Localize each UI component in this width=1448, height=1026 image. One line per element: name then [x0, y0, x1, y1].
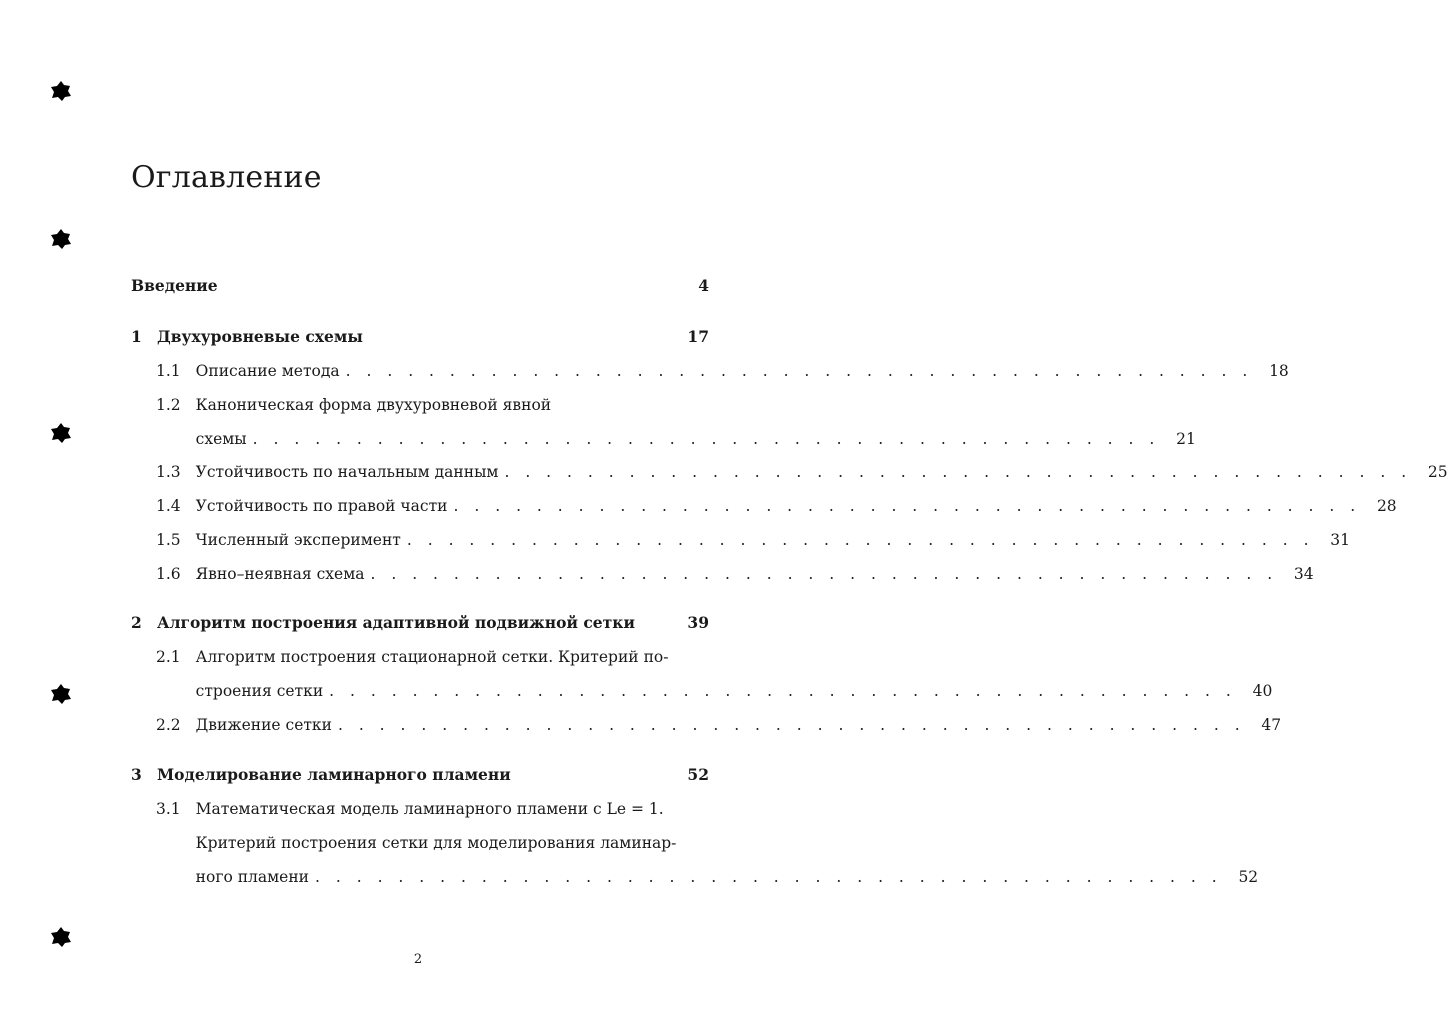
- page-title: Оглавление: [131, 160, 322, 195]
- page-number: 2: [413, 952, 423, 967]
- punch-hole-mark: [50, 422, 72, 444]
- toc-section-2-1[interactable]: [131, 647, 1273, 701]
- chapter-number: 3: [131, 765, 142, 784]
- chapter-title: Двухуровневые схемы: [157, 327, 363, 346]
- section-number: 1.3: [156, 463, 181, 481]
- dot-leader: . . . . . . . . . . . . . . . . . . . . . . . . . . . . . . . . . . . . . . . . . . . .: [370, 565, 1278, 583]
- section-page: 31: [1330, 531, 1351, 549]
- section-page: 18: [1269, 362, 1289, 380]
- toc-chapter-2[interactable]: [131, 613, 709, 633]
- section-title-line: Алгоритм построения стационарной сетки. Критерий по-: [195, 648, 669, 666]
- dot-leader: . . . . . . . . . . . . . . . . . . . . . . . . . . . . . . . . . . . . . . . . . . . .: [252, 430, 1160, 448]
- section-title-line: схемы: [195, 430, 247, 448]
- chapter-page: 52: [687, 765, 709, 784]
- dot-leader: . . . . . . . . . . . . . . . . . . . . . . . . . . . . . . . . . . . . . . . . . . . .: [504, 463, 1412, 481]
- section-number: 2.2: [156, 716, 181, 734]
- section-page: 47: [1261, 716, 1282, 734]
- section-title: Численный эксперимент: [195, 531, 401, 549]
- toc-intro-label: Введение: [131, 276, 218, 295]
- section-title-line: Математическая модель ламинарного пламени с Le = 1.: [195, 800, 664, 818]
- toc-intro[interactable]: [131, 276, 709, 296]
- section-number: 3.1: [156, 800, 181, 818]
- toc-section-1-1[interactable]: [131, 361, 1289, 381]
- section-page: 40: [1252, 682, 1273, 700]
- section-page: 52: [1238, 868, 1259, 886]
- section-title-line: строения сетки: [195, 682, 324, 700]
- punch-hole-mark: [50, 926, 72, 948]
- section-number: 2.1: [156, 648, 181, 666]
- chapter-page: 17: [687, 327, 709, 346]
- dot-leader: . . . . . . . . . . . . . . . . . . . . . . . . . . . . . . . . . . . . . . . . . . . .: [345, 362, 1253, 380]
- section-number: 1.4: [156, 497, 181, 515]
- dot-leader: . . . . . . . . . . . . . . . . . . . . . . . . . . . . . . . . . . . . . . . . . . . .: [406, 531, 1315, 549]
- chapter-number: 1: [131, 327, 142, 346]
- section-page: 25: [1427, 463, 1448, 481]
- section-page: 21: [1176, 430, 1196, 448]
- toc-section-2-2[interactable]: [131, 715, 1282, 735]
- dot-leader: . . . . . . . . . . . . . . . . . . . . . . . . . . . . . . . . . . . . . . . . . . . .: [453, 497, 1361, 515]
- section-title: Явно–неявная схема: [195, 565, 365, 583]
- dot-leader: . . . . . . . . . . . . . . . . . . . . . . . . . . . . . . . . . . . . . . . . . . . .: [337, 716, 1246, 734]
- section-number: 1.1: [156, 362, 181, 380]
- toc-chapter-3[interactable]: [131, 765, 709, 785]
- section-page: 34: [1293, 565, 1314, 583]
- punch-hole-mark: [50, 683, 72, 705]
- section-number: 1.5: [156, 531, 181, 549]
- dot-leader: . . . . . . . . . . . . . . . . . . . . . . . . . . . . . . . . . . . . . . . . . . . .: [329, 682, 1237, 700]
- section-title-line: Критерий построения сетки для моделирования ламинар-: [195, 834, 677, 852]
- dot-leader: . . . . . . . . . . . . . . . . . . . . . . . . . . . . . . . . . . . . . . . . . . . .: [315, 868, 1223, 886]
- chapter-number: 2: [131, 613, 142, 632]
- toc-section-3-1[interactable]: [131, 799, 1259, 887]
- chapter-title: Алгоритм построения адаптивной подвижной сетки: [157, 613, 635, 632]
- section-number: 1.2: [156, 396, 181, 414]
- punch-hole-mark: [50, 228, 72, 250]
- toc-intro-page: 4: [698, 276, 709, 295]
- section-title: Описание метода: [195, 362, 340, 380]
- section-number: 1.6: [156, 565, 181, 583]
- section-title-line: ного пламени: [195, 868, 310, 886]
- section-title: Движение сетки: [195, 716, 332, 734]
- toc-section-1-5[interactable]: [131, 530, 1351, 550]
- chapter-page: 39: [687, 613, 709, 632]
- section-page: 28: [1376, 497, 1397, 515]
- toc-section-1-2[interactable]: [131, 395, 1196, 449]
- toc-section-1-6[interactable]: [131, 564, 1314, 584]
- toc-section-1-4[interactable]: [131, 496, 1397, 516]
- toc-section-1-3[interactable]: [131, 462, 1448, 482]
- section-title: Устойчивость по начальным данным: [195, 463, 499, 481]
- section-title-line: Каноническая форма двухуровневой явной: [195, 396, 552, 414]
- chapter-title: Моделирование ламинарного пламени: [157, 765, 511, 784]
- punch-hole-mark: [50, 80, 72, 102]
- section-title: Устойчивость по правой части: [195, 497, 448, 515]
- toc-chapter-1[interactable]: [131, 327, 709, 347]
